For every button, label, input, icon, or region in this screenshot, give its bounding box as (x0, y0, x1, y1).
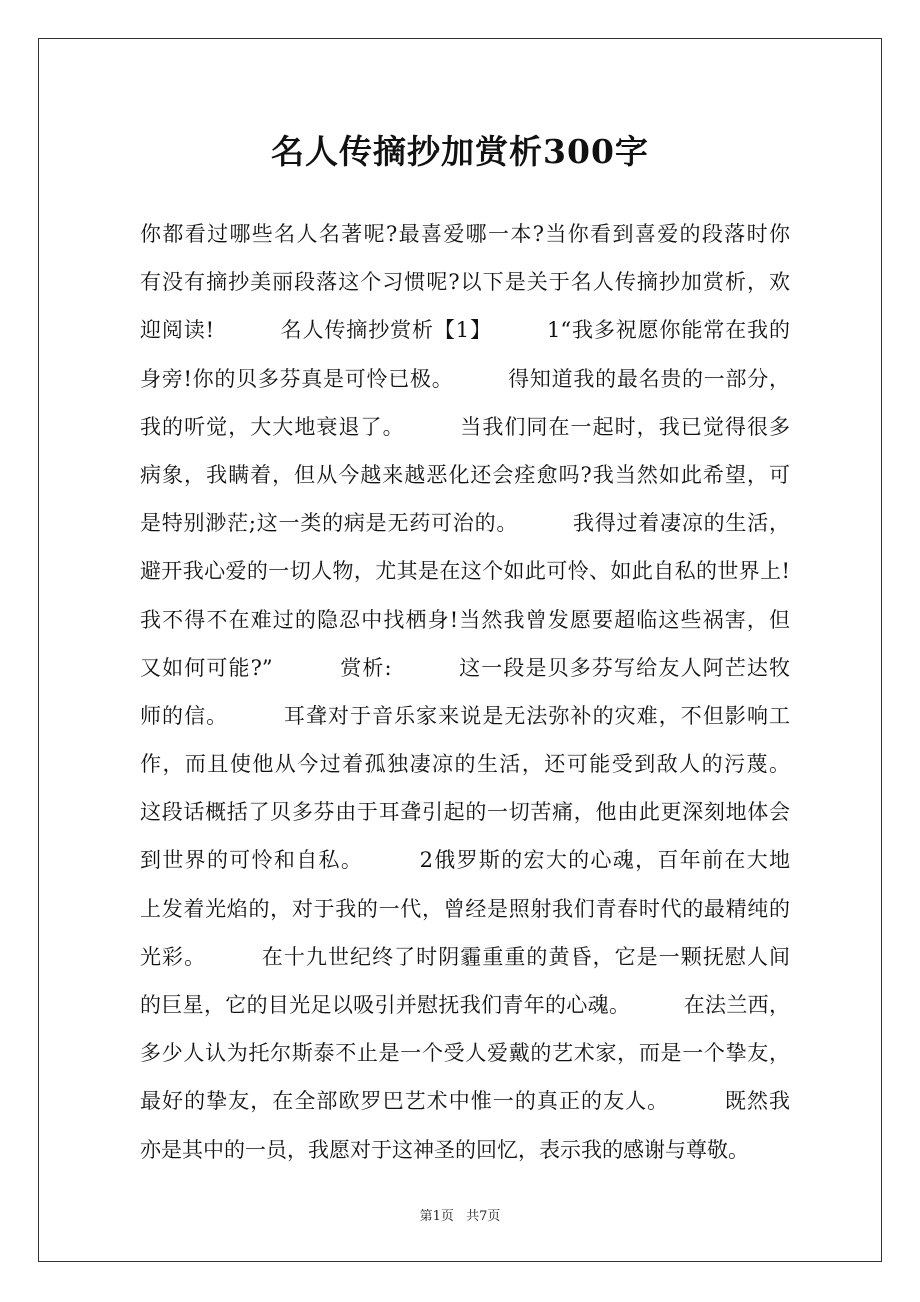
body-line: 有没有摘抄美丽段落这个习惯呢?以下是关于名人传摘抄加赏析，欢 (140, 270, 790, 295)
page-footer (0, 1205, 920, 1224)
total-pages: 共7页 (466, 1209, 501, 1224)
body-line: 病象，我瞒着，但从今越来越恶化还会痊愈吗?我当然如此希望，可 (140, 462, 790, 487)
body-line: 到世界的可怜和自私。 2俄罗斯的宏大的心魂，百年前在大地 (140, 848, 790, 873)
body-line: 光彩。 在十九世纪终了时阴霾重重的黄昏，它是一颗抚慰人间 (140, 944, 790, 969)
body-line: 最好的挚友，在全部欧罗巴艺术中惟一的真正的友人。 既然我 (140, 1089, 790, 1114)
body-line: 我的听觉，大大地衰退了。 当我们同在一起时，我已觉得很多 (140, 414, 790, 439)
body-line: 亦是其中的一员，我愿对于这神圣的回忆，表示我的感谢与尊敬。 (140, 1137, 749, 1162)
body-line: 我不得不在难过的隐忍中找栖身!当然我曾发愿要超临这些祸害，但 (140, 607, 790, 632)
body-line: 上发着光焰的，对于我的一代，曾经是照射我们青春时代的最精纯的 (140, 896, 790, 921)
page-number: 第1页 (419, 1209, 454, 1224)
body-line: 这段话概括了贝多芬由于耳聋引起的一切苦痛，他由此更深刻地体会 (140, 800, 790, 825)
body-line: 师的信。 耳聋对于音乐家来说是无法弥补的灾难，不但影响工 (140, 703, 790, 728)
body-line: 又如何可能?” 赏析: 这一段是贝多芬写给友人阿芒达牧 (140, 655, 790, 680)
body-line: 你都看过哪些名人名著呢?最喜爱哪一本?当你看到喜爱的段落时你 (140, 222, 790, 246)
body-line: 是特别渺茫;这一类的病是无药可治的。 我得过着凄凉的生活， (140, 511, 790, 536)
body-line: 作，而且使他从今过着孤独凄凉的生活，还可能受到敌人的污蔑。 (140, 752, 790, 777)
body-line: 迎阅读! 名人传摘抄赏析【1】 1“我多祝愿你能常在我的 (140, 318, 790, 343)
body-line: 多少人认为托尔斯泰不止是一个受人爱戴的艺术家，而是一个挚友， (140, 1041, 790, 1066)
body-line: 避开我心爱的一切人物，尤其是在这个如此可怜、如此自私的世界上! (140, 559, 790, 584)
document-body (140, 210, 790, 1174)
body-line: 的巨星，它的目光足以吸引并慰抚我们青年的心魂。 在法兰西， (140, 993, 790, 1017)
body-line: 身旁!你的贝多芬真是可怜已极。 得知道我的最名贵的一部分， (140, 366, 790, 391)
document-title: 名人传摘抄加赏析300字 (271, 132, 649, 171)
